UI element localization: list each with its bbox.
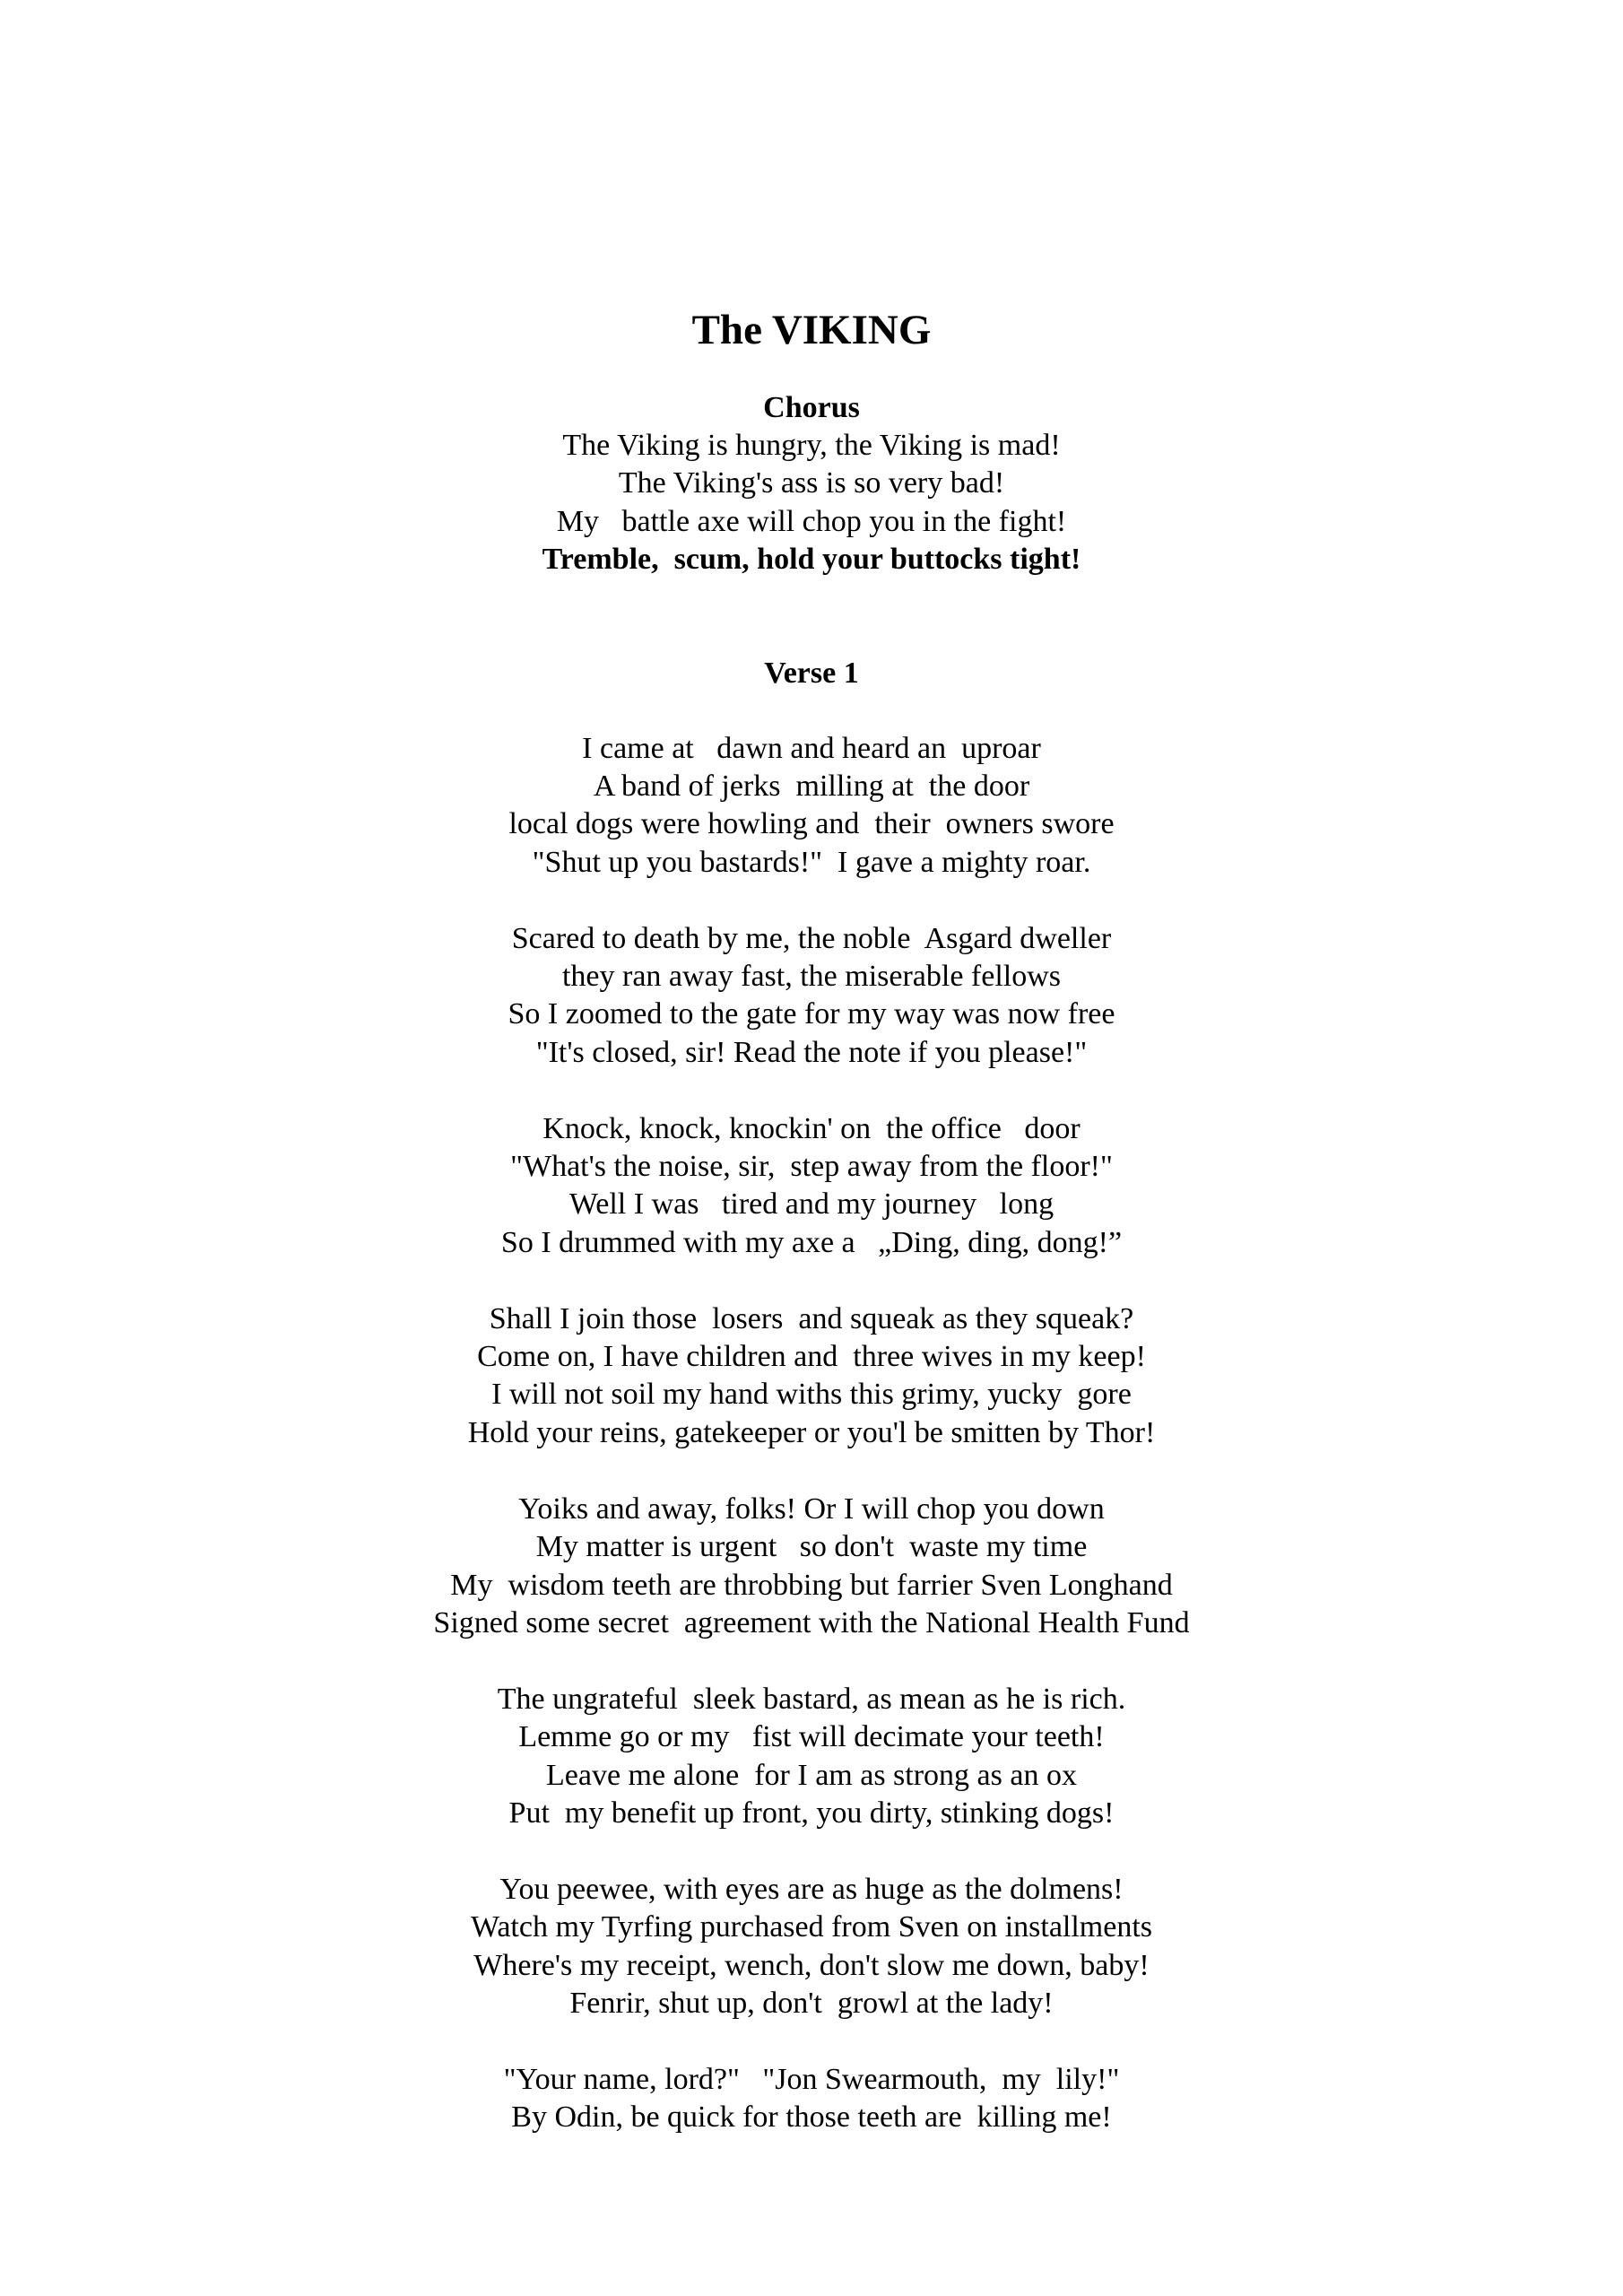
verse-line: they ran away fast, the miserable fellows [561, 960, 1062, 994]
verse-line: I will not soil my hand withs this grimy, yucky gore [491, 1378, 1132, 1412]
stanza [0, 1681, 1623, 1833]
verse-line: Hold your reins, gatekeeper or you'l be smitten by Thor! [467, 1415, 1156, 1449]
verse-line: Come on, I have children and three wives in my keep! [477, 1340, 1146, 1374]
verse-line: Where's my receipt, wench, don't slow me down, baby! [473, 1948, 1150, 1982]
verse-line: Watch my Tyrfing purchased from Sven on installments [470, 1910, 1153, 1944]
verse-line: Lemme go or my fist will decimate your teeth! [518, 1720, 1105, 1754]
verse-line: My wisdom teeth are throbbing but farrier Sven Longhand [450, 1568, 1173, 1602]
verse-heading: Verse 1 [764, 656, 859, 690]
verse-line: Shall I join those losers and squeak as they squeak? [489, 1301, 1134, 1335]
verse-line: You peewee, with eyes are as huge as the dolmens! [499, 1872, 1124, 1906]
chorus-line: The Viking's ass is so very bad! [618, 466, 1005, 500]
stanza [0, 920, 1623, 1073]
stanza [0, 1871, 1623, 2023]
stanza [0, 730, 1623, 883]
verse-line: Put my benefit up front, you dirty, stinking dogs! [508, 1796, 1115, 1830]
verse-line: I came at dawn and heard an uproar [582, 731, 1041, 765]
verse-line: local dogs were howling and their owners swore [508, 807, 1115, 841]
verse-line: Scared to death by me, the noble Asgard dweller [511, 921, 1112, 955]
verse-line: My matter is urgent so don't waste my time [535, 1530, 1088, 1564]
verse-line: By Odin, be quick for those teeth are killing me! [511, 2100, 1112, 2135]
song-title: The VIKING [691, 307, 932, 353]
chorus-line: Tremble, scum, hold your buttocks tight! [542, 543, 1081, 577]
stanza [0, 1300, 1623, 1453]
verse-line: Knock, knock, knockin' on the office door [542, 1111, 1081, 1145]
stanza [0, 2061, 1623, 2137]
stanza [0, 1110, 1623, 1263]
song-content [0, 303, 1623, 2137]
verse-line: Yoiks and away, folks! Or I will chop you down [518, 1492, 1105, 1526]
verse-line: A band of jerks milling at the door [593, 770, 1030, 804]
verse-line: "Shut up you bastards!" I gave a mighty roar. [532, 845, 1091, 879]
verse-line: Well I was tired and my journey long [568, 1187, 1055, 1222]
verse-section [0, 655, 1623, 2137]
verse-line: Signed some secret agreement with the National Health Fund [433, 1605, 1190, 1639]
verse-line: "It's closed, sir! Read the note if you please!" [535, 1035, 1088, 1069]
verse-line: So I drummed with my axe a „Ding, ding, dong!” [500, 1225, 1123, 1259]
verse-line: The ungrateful sleek bastard, as mean as he is rich. [497, 1682, 1126, 1716]
verse-line: "Your name, lord?" "Jon Swearmouth, my lily!" [503, 2062, 1120, 2096]
chorus-line: My battle axe will chop you in the fight! [556, 504, 1067, 538]
verse-line: "What's the noise, sir, step away from the floor!" [510, 1150, 1113, 1184]
verse-line: So I zoomed to the gate for my way was now free [508, 997, 1115, 1031]
stanza [0, 1491, 1623, 1643]
chorus-heading: Chorus [763, 391, 860, 424]
verse-line: Leave me alone for I am as strong as an ox [546, 1758, 1077, 1792]
chorus-line: The Viking is hungry, the Viking is mad! [562, 429, 1061, 462]
chorus-section [0, 389, 1623, 579]
verse-line: Fenrir, shut up, don't growl at the lady! [569, 1986, 1054, 2020]
